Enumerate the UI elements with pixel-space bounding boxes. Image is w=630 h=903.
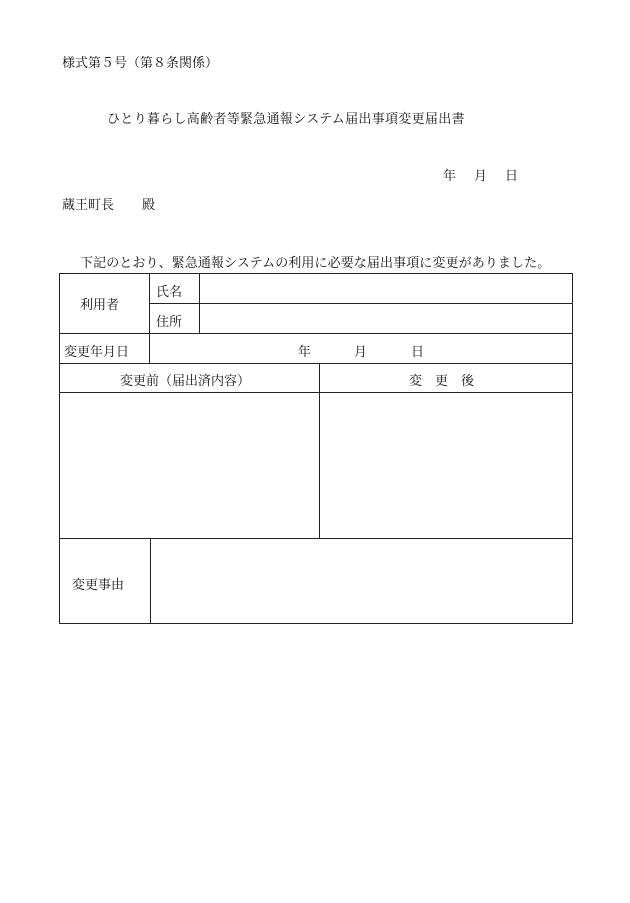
date-month-label: 月 xyxy=(474,169,488,184)
table-divider-date-headers xyxy=(59,363,573,364)
table-border-left xyxy=(59,273,60,624)
table-divider-before-after xyxy=(319,363,320,539)
name-label: 氏名 xyxy=(156,285,183,300)
document-title: ひとり暮らし高齢者等緊急通報システム届出事項変更届出書 xyxy=(107,112,465,127)
change-date-label: 変更年月日 xyxy=(64,345,130,360)
address-label: 住所 xyxy=(156,315,183,330)
address-field[interactable] xyxy=(206,309,566,331)
change-date-year-label: 年 xyxy=(298,345,312,360)
table-border-bottom xyxy=(59,623,573,624)
table-divider-content-reason xyxy=(59,538,573,539)
table-border-right xyxy=(572,273,573,624)
table-divider-user-date xyxy=(59,333,573,334)
user-label: 利用者 xyxy=(80,298,120,313)
table-divider-name-address xyxy=(149,303,573,304)
addressee-name: 蔵王町長 xyxy=(62,198,115,213)
table-divider-headers-content xyxy=(59,392,573,393)
change-reason-label: 変更事由 xyxy=(72,578,125,593)
table-divider-label-col xyxy=(149,273,150,364)
before-change-header: 変更前（届出済内容） xyxy=(120,374,251,389)
form-number: 様式第５号（第８条関係） xyxy=(62,56,219,71)
table-border-top xyxy=(59,273,573,274)
table-divider-reason-col xyxy=(150,538,151,624)
change-reason-field[interactable] xyxy=(156,543,566,618)
after-change-header: 変 更 後 xyxy=(409,374,475,389)
addressee xyxy=(62,194,155,213)
date-year-label: 年 xyxy=(443,169,457,184)
addressee-suffix: 殿 xyxy=(142,198,156,213)
intro-statement: 下記のとおり、緊急通報システムの利用に必要な届出事項に変更がありました。 xyxy=(80,256,551,271)
date-day-label: 日 xyxy=(505,169,519,184)
submission-date xyxy=(443,165,518,184)
after-change-field[interactable] xyxy=(325,397,567,533)
change-date-day-label: 日 xyxy=(411,345,425,360)
change-date-month-label: 月 xyxy=(354,345,368,360)
table-divider-sublabel-col xyxy=(199,273,200,334)
before-change-field[interactable] xyxy=(64,397,314,533)
name-field[interactable] xyxy=(206,279,566,301)
